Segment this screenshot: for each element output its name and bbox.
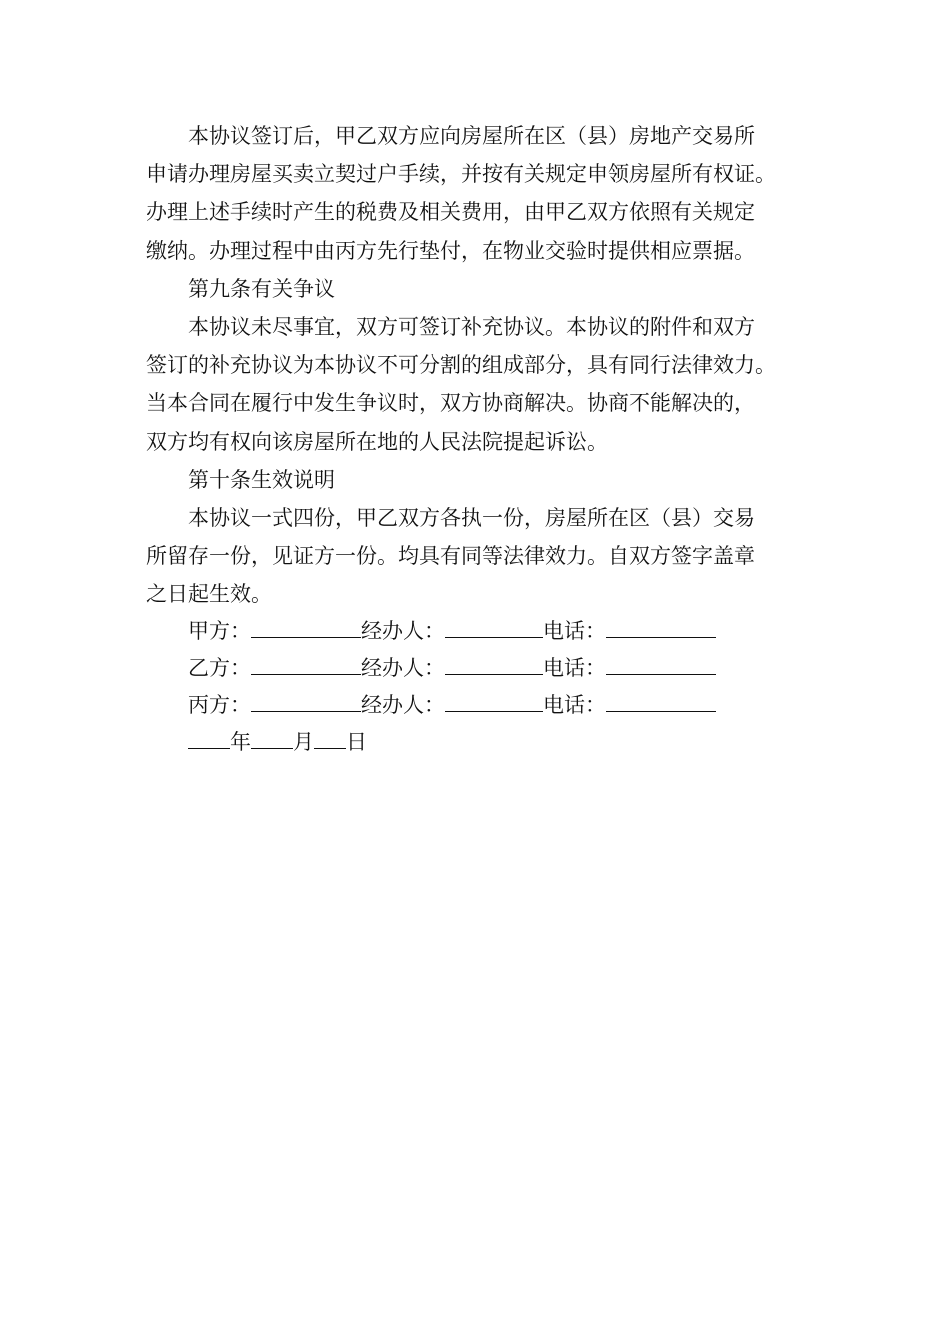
party-c-phone-blank	[606, 691, 716, 712]
section-9-heading: 第九条有关争议	[188, 276, 335, 301]
paragraph-line: 本协议一式四份，甲乙双方各执一份，房屋所在区（县）交易	[188, 505, 755, 530]
party-a-name-blank	[251, 617, 361, 638]
signature-row-party-a	[146, 613, 826, 650]
day-blank	[314, 728, 346, 749]
party-c-name-blank	[251, 691, 361, 712]
section-10-body	[146, 499, 826, 614]
section-9-body	[146, 308, 826, 461]
agent-label: 经办人：	[361, 619, 445, 644]
month-blank	[251, 728, 293, 749]
party-b-phone-blank	[606, 654, 716, 675]
party-a-phone-blank	[606, 617, 716, 638]
phone-label: 电话：	[543, 619, 606, 644]
paragraph-line: 之日起生效。	[146, 582, 272, 607]
month-label: 月	[293, 730, 314, 755]
party-a-agent-blank	[445, 617, 543, 638]
paragraph-line: 申请办理房屋买卖立契过户手续，并按有关规定申领房屋所有权证。	[146, 162, 776, 187]
year-blank	[188, 728, 230, 749]
paragraph-line: 当本合同在履行中发生争议时，双方协商解决。协商不能解决的，	[146, 391, 755, 416]
signature-row-party-b	[146, 650, 826, 687]
party-b-label: 乙方：	[188, 656, 251, 681]
year-label: 年	[230, 730, 251, 755]
paragraph-line: 签订的补充协议为本协议不可分割的组成部分，具有同行法律效力。	[146, 353, 776, 378]
party-b-name-blank	[251, 654, 361, 675]
signature-row-party-c	[146, 687, 826, 724]
paragraph-line: 所留存一份，见证方一份。均具有同等法律效力。自双方签字盖章	[146, 544, 755, 569]
party-b-agent-blank	[445, 654, 543, 675]
paragraph-line: 双方均有权向该房屋所在地的人民法院提起诉讼。	[146, 429, 608, 454]
party-c-agent-blank	[445, 691, 543, 712]
paragraph-line: 本协议未尽事宜，双方可签订补充协议。本协议的附件和双方	[188, 314, 755, 339]
agent-label: 经办人：	[361, 656, 445, 681]
paragraph-line: 办理上述手续时产生的税费及相关费用，由甲乙双方依照有关规定	[146, 200, 755, 225]
phone-label: 电话：	[543, 693, 606, 718]
document-page	[146, 117, 826, 761]
paragraph-line: 缴纳。办理过程中由丙方先行垫付，在物业交验时提供相应票据。	[146, 238, 755, 263]
party-a-label: 甲方：	[188, 619, 251, 644]
date-row	[146, 724, 826, 761]
day-label: 日	[346, 730, 367, 755]
party-c-label: 丙方：	[188, 693, 251, 718]
signature-block	[146, 613, 826, 761]
paragraph-line: 本协议签订后，甲乙双方应向房屋所在区（县）房地产交易所	[188, 124, 755, 148]
section-10-heading: 第十条生效说明	[188, 467, 335, 492]
section-8-body	[146, 117, 826, 270]
agent-label: 经办人：	[361, 693, 445, 718]
phone-label: 电话：	[543, 656, 606, 681]
